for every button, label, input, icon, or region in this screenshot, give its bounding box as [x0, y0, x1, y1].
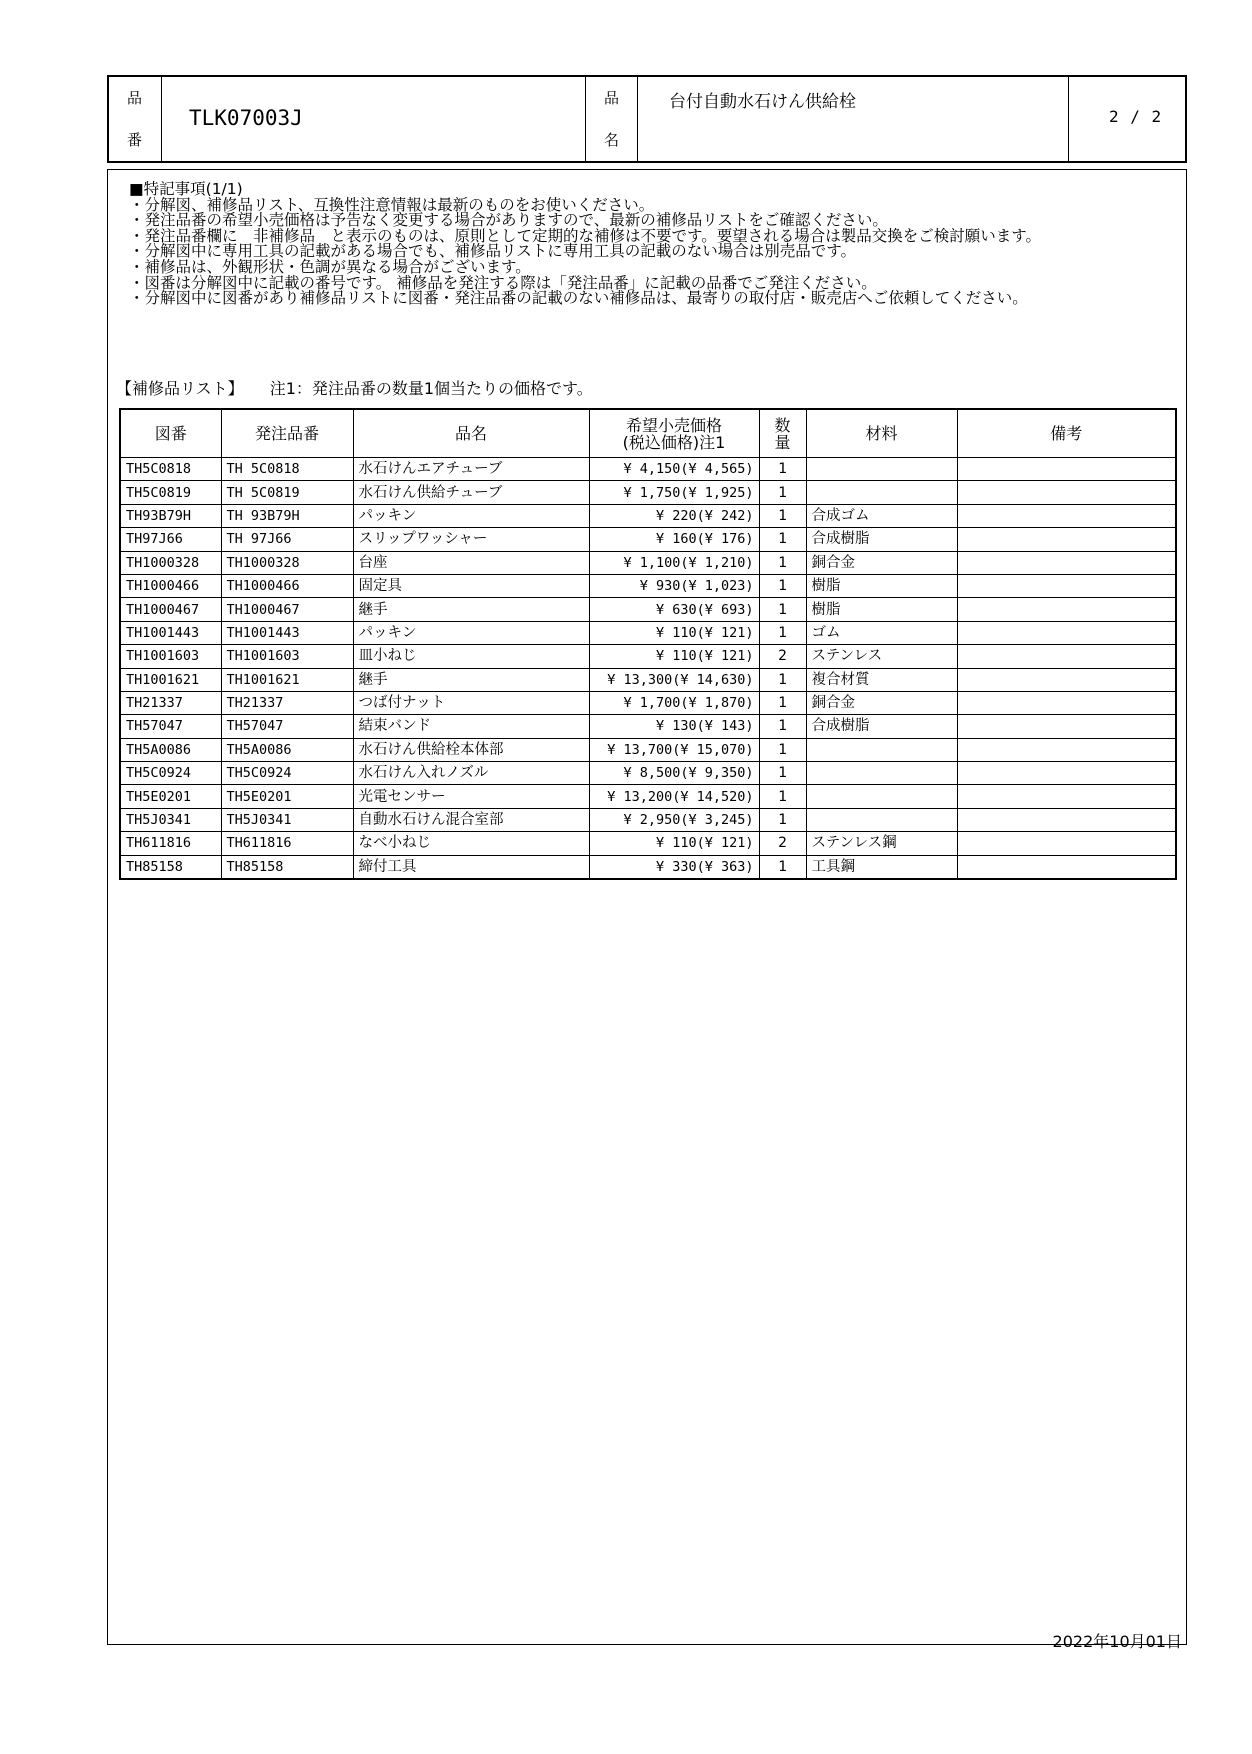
remarks-cell [957, 785, 1176, 808]
table-row [120, 598, 1176, 621]
fig-no-cell: TH5J0341 [120, 808, 221, 831]
qty-cell: 1 [759, 458, 806, 481]
parts-list-title: 【補修品リスト】 [116, 379, 244, 398]
material-cell [806, 738, 957, 761]
order-no-cell: TH1001443 [221, 621, 353, 644]
qty-cell: 1 [759, 808, 806, 831]
qty-cell: 1 [759, 528, 806, 551]
note-line: ・発注品番欄に 非補修品 と表示のものは、原則として定期的な補修は不要です。要望される場合は製品交換をご検討願います。 [129, 226, 1042, 245]
price-cell: ¥ 330(¥ 363) [589, 855, 759, 879]
col-qty-line1: 数 [774, 415, 791, 435]
order-no-cell: TH 93B79H [221, 504, 353, 527]
price-cell: ¥ 630(¥ 693) [589, 598, 759, 621]
price-cell: ¥ 110(¥ 121) [589, 832, 759, 855]
col-material: 材料 [806, 409, 957, 458]
qty-cell: 1 [759, 551, 806, 574]
remarks-cell [957, 715, 1176, 738]
order-no-cell: TH5J0341 [221, 808, 353, 831]
qty-cell: 1 [759, 504, 806, 527]
table-row [120, 715, 1176, 738]
remarks-cell [957, 738, 1176, 761]
order-no-cell: TH1001603 [221, 645, 353, 668]
part-name-cell: 固定具 [353, 574, 589, 597]
note-line: ・分解図中に専用工具の記載がある場合でも、補修品リストに専用工具の記載のない場合は別売品です。 [129, 242, 856, 261]
table-row [120, 762, 1176, 785]
price-cell: ¥ 930(¥ 1,023) [589, 574, 759, 597]
table-row [120, 574, 1176, 597]
col-price-line2: (税込価格)注1 [622, 432, 726, 452]
table-row [120, 668, 1176, 691]
special-notes [129, 182, 1169, 307]
price-cell: ¥ 160(¥ 176) [589, 528, 759, 551]
part-name-cell: 結束バンド [353, 715, 589, 738]
remarks-cell [957, 832, 1176, 855]
fig-no-cell: TH5A0086 [120, 738, 221, 761]
part-name-cell: 光電センサー [353, 785, 589, 808]
note-line: ・図番は分解図中に記載の番号です。 補修品を発注する際は「発注品番」に記載の品番でご発注ください。 [129, 273, 877, 292]
part-number: TLK07003J [189, 106, 303, 130]
part-name-cell: 水石けん入れノズル [353, 762, 589, 785]
parts-table-body [120, 458, 1176, 880]
price-cell: ¥ 13,700(¥ 15,070) [589, 738, 759, 761]
material-cell: ゴム [806, 621, 957, 644]
remarks-cell [957, 481, 1176, 504]
col-remarks: 備考 [957, 409, 1176, 458]
qty-cell: 1 [759, 598, 806, 621]
table-row [120, 458, 1176, 481]
fig-no-cell: TH1001621 [120, 668, 221, 691]
note-line: ・補修品は、外観形状・色調が異なる場合がございます。 [129, 257, 531, 276]
fig-no-cell: TH1001443 [120, 621, 221, 644]
table-row [120, 832, 1176, 855]
main-content [107, 169, 1187, 1645]
parts-list-heading [116, 376, 593, 399]
remarks-cell [957, 551, 1176, 574]
part-name-cell: 水石けん供給栓本体部 [353, 738, 589, 761]
price-cell: ¥ 4,150(¥ 4,565) [589, 458, 759, 481]
order-no-cell: TH5C0924 [221, 762, 353, 785]
material-cell: 樹脂 [806, 598, 957, 621]
material-cell: 樹脂 [806, 574, 957, 597]
part-name-cell: 水石けん供給チューブ [353, 481, 589, 504]
fig-no-cell: TH93B79H [120, 504, 221, 527]
part-name-cell: 自動水石けん混合室部 [353, 808, 589, 831]
price-cell: ¥ 1,100(¥ 1,210) [589, 551, 759, 574]
table-row [120, 528, 1176, 551]
table-row [120, 785, 1176, 808]
material-cell [806, 785, 957, 808]
price-cell: ¥ 1,700(¥ 1,870) [589, 691, 759, 714]
part-name-cell: 皿小ねじ [353, 645, 589, 668]
remarks-cell [957, 691, 1176, 714]
material-cell: 銅合金 [806, 691, 957, 714]
remarks-cell [957, 762, 1176, 785]
material-cell: ステンレス鋼 [806, 832, 957, 855]
qty-cell: 1 [759, 762, 806, 785]
col-name: 品名 [353, 409, 589, 458]
remarks-cell [957, 668, 1176, 691]
name-label-bottom: 名 [604, 131, 620, 149]
fig-no-cell: TH1000328 [120, 551, 221, 574]
part-name-cell: 締付工具 [353, 855, 589, 879]
order-no-cell: TH1000466 [221, 574, 353, 597]
price-cell: ¥ 220(¥ 242) [589, 504, 759, 527]
material-cell: 合成ゴム [806, 504, 957, 527]
parts-list-note: 注1：発注品番の数量1個当たりの価格です。 [269, 379, 593, 398]
table-row [120, 621, 1176, 644]
fig-no-cell: TH1001603 [120, 645, 221, 668]
col-qty-line2: 量 [774, 432, 791, 452]
material-cell [806, 481, 957, 504]
fig-no-cell: TH97J66 [120, 528, 221, 551]
material-cell [806, 808, 957, 831]
qty-cell: 1 [759, 621, 806, 644]
parts-table [119, 408, 1177, 880]
order-no-cell: TH1000328 [221, 551, 353, 574]
table-row [120, 645, 1176, 668]
remarks-cell [957, 645, 1176, 668]
qty-cell: 1 [759, 481, 806, 504]
header-divider [1068, 77, 1069, 161]
issue-date: 2022年10月01日 [1052, 1632, 1182, 1651]
qty-cell: 1 [759, 715, 806, 738]
fig-no-cell: TH1000466 [120, 574, 221, 597]
fig-no-cell: TH611816 [120, 832, 221, 855]
part-name-cell: パッキン [353, 504, 589, 527]
part-no-label-top: 品 [127, 89, 143, 107]
remarks-cell [957, 574, 1176, 597]
part-name-cell: パッキン [353, 621, 589, 644]
part-name-cell: 水石けんエアチューブ [353, 458, 589, 481]
remarks-cell [957, 855, 1176, 879]
remarks-cell [957, 528, 1176, 551]
note-line: ・分解図中に図番があり補修品リストに図番・発注品番の記載のない補修品は、最寄りの取付店・販売店へご依頼してください。 [129, 289, 1028, 308]
fig-no-cell: TH5E0201 [120, 785, 221, 808]
table-header-row [120, 409, 1176, 458]
name-label-top: 品 [604, 89, 620, 107]
table-row [120, 691, 1176, 714]
product-name: 台付自動水石けん供給栓 [669, 92, 856, 112]
col-price-line1: 希望小売価格 [625, 415, 722, 435]
material-cell: ステンレス [806, 645, 957, 668]
fig-no-cell: TH5C0819 [120, 481, 221, 504]
fig-no-cell: TH5C0818 [120, 458, 221, 481]
table-row [120, 481, 1176, 504]
col-price [589, 409, 759, 458]
table-row [120, 808, 1176, 831]
part-name-cell: 台座 [353, 551, 589, 574]
part-name-cell: つば付ナット [353, 691, 589, 714]
table-row [120, 855, 1176, 879]
material-cell: 合成樹脂 [806, 715, 957, 738]
table-row [120, 504, 1176, 527]
material-cell: 銅合金 [806, 551, 957, 574]
qty-cell: 2 [759, 645, 806, 668]
qty-cell: 1 [759, 691, 806, 714]
order-no-cell: TH 97J66 [221, 528, 353, 551]
part-no-label-bottom: 番 [127, 131, 143, 149]
order-no-cell: TH611816 [221, 832, 353, 855]
material-cell: 合成樹脂 [806, 528, 957, 551]
price-cell: ¥ 13,300(¥ 14,630) [589, 668, 759, 691]
price-cell: ¥ 1,750(¥ 1,925) [589, 481, 759, 504]
material-cell: 工具鋼 [806, 855, 957, 879]
table-row [120, 738, 1176, 761]
header-divider [585, 77, 586, 161]
price-cell: ¥ 2,950(¥ 3,245) [589, 808, 759, 831]
order-no-cell: TH5A0086 [221, 738, 353, 761]
remarks-cell [957, 808, 1176, 831]
material-cell: 複合材質 [806, 668, 957, 691]
order-no-cell: TH85158 [221, 855, 353, 879]
order-no-cell: TH1001621 [221, 668, 353, 691]
order-no-cell: TH 5C0819 [221, 481, 353, 504]
part-name-cell: スリップワッシャー [353, 528, 589, 551]
table-row [120, 551, 1176, 574]
fig-no-cell: TH21337 [120, 691, 221, 714]
remarks-cell [957, 458, 1176, 481]
remarks-cell [957, 598, 1176, 621]
page-number: 2 / 2 [1109, 107, 1163, 126]
col-fig-no: 図番 [120, 409, 221, 458]
price-cell: ¥ 130(¥ 143) [589, 715, 759, 738]
material-cell [806, 458, 957, 481]
qty-cell: 1 [759, 855, 806, 879]
price-cell: ¥ 110(¥ 121) [589, 621, 759, 644]
order-no-cell: TH21337 [221, 691, 353, 714]
price-cell: ¥ 8,500(¥ 9,350) [589, 762, 759, 785]
qty-cell: 1 [759, 785, 806, 808]
order-no-cell: TH 5C0818 [221, 458, 353, 481]
order-no-cell: TH57047 [221, 715, 353, 738]
price-cell: ¥ 13,200(¥ 14,520) [589, 785, 759, 808]
price-cell: ¥ 110(¥ 121) [589, 645, 759, 668]
header-divider [161, 77, 162, 161]
qty-cell: 1 [759, 738, 806, 761]
remarks-cell [957, 504, 1176, 527]
notes-title: ■特記事項(1/1) [129, 180, 243, 198]
qty-cell: 1 [759, 574, 806, 597]
fig-no-cell: TH1000467 [120, 598, 221, 621]
header-divider [637, 77, 638, 161]
order-no-cell: TH1000467 [221, 598, 353, 621]
qty-cell: 1 [759, 668, 806, 691]
qty-cell: 2 [759, 832, 806, 855]
col-order-no: 発注品番 [221, 409, 353, 458]
part-name-cell: なべ小ねじ [353, 832, 589, 855]
part-name-cell: 継手 [353, 668, 589, 691]
note-line: ・分解図、補修品リスト、互換性注意情報は最新のものをお使いください。 [129, 195, 655, 214]
remarks-cell [957, 621, 1176, 644]
product-header [107, 75, 1187, 163]
col-qty [759, 409, 806, 458]
note-line: ・発注品番の希望小売価格は予告なく変更する場合がありますので、最新の補修品リストをご確認ください。 [129, 211, 888, 230]
order-no-cell: TH5E0201 [221, 785, 353, 808]
fig-no-cell: TH85158 [120, 855, 221, 879]
part-name-cell: 継手 [353, 598, 589, 621]
fig-no-cell: TH5C0924 [120, 762, 221, 785]
fig-no-cell: TH57047 [120, 715, 221, 738]
material-cell [806, 762, 957, 785]
